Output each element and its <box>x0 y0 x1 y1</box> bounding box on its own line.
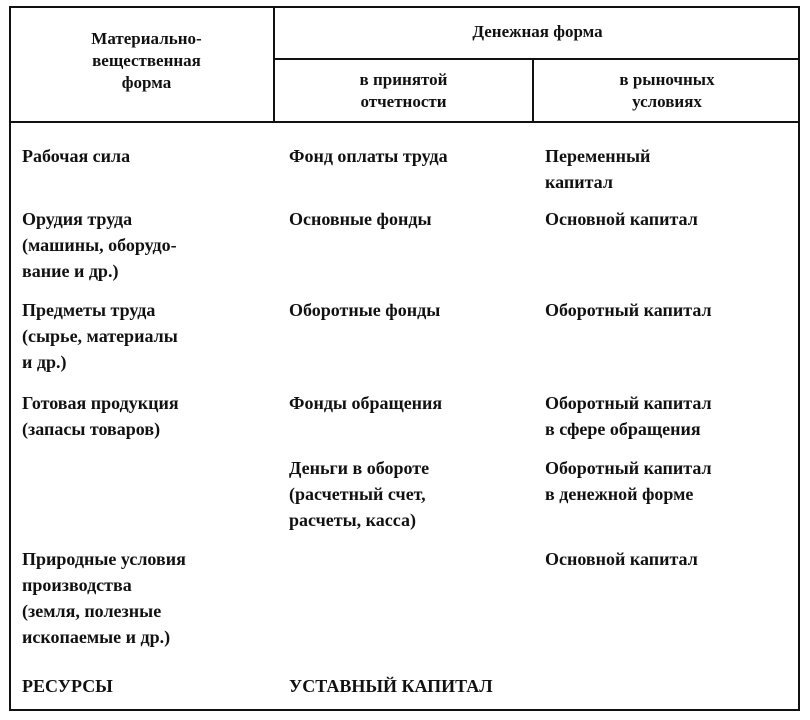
total-charter-capital: УСТАВНЫЙ КАПИТАЛ <box>289 676 493 696</box>
cell-material-finished-goods: Готовая продукция (запасы товаров) <box>22 393 179 439</box>
cell-market-working-capital-circulation: Оборотный капитал в сфере обращения <box>545 393 712 439</box>
cell-material-natural-conditions: Природные условия производства (земля, полезные ископаемые и др.) <box>22 549 186 647</box>
cell-material-objects: Предметы труда (сырье, материалы и др.) <box>22 300 178 372</box>
cell-market-fixed-capital: Основной капитал <box>545 209 698 229</box>
cell-market-variable-capital: Переменный капитал <box>545 146 651 192</box>
cell-accepted-wage-fund: Фонд оплаты труда <box>289 146 448 166</box>
header-divider-money <box>273 58 800 60</box>
total-resources: РЕСУРСЫ <box>22 676 113 696</box>
cell-material-tools: Орудия труда (машины, оборудо- вание и др.) <box>22 209 177 281</box>
header-accepted-reporting: в принятой отчетности <box>359 70 448 111</box>
cell-accepted-fixed-assets: Основные фонды <box>289 209 432 229</box>
cell-market-fixed-capital-natural: Основной капитал <box>545 549 698 569</box>
header-money-form: Денежная форма <box>472 22 603 41</box>
cell-market-working-capital-money: Оборотный капитал в денежной форме <box>545 458 712 504</box>
header-bottom-rule <box>9 121 800 123</box>
cell-market-working-capital: Оборотный капитал <box>545 300 712 320</box>
cell-material-labor: Рабочая сила <box>22 146 131 166</box>
cell-accepted-circulation-funds: Фонды обращения <box>289 393 443 413</box>
header-market-conditions: в рыночных условиях <box>619 70 715 111</box>
cell-accepted-money-turnover: Деньги в обороте (расчетный счет, расчеты, касса) <box>289 458 430 530</box>
header-material-form: Материально- вещественная форма <box>91 29 202 92</box>
cell-accepted-working-assets: Оборотные фонды <box>289 300 441 320</box>
